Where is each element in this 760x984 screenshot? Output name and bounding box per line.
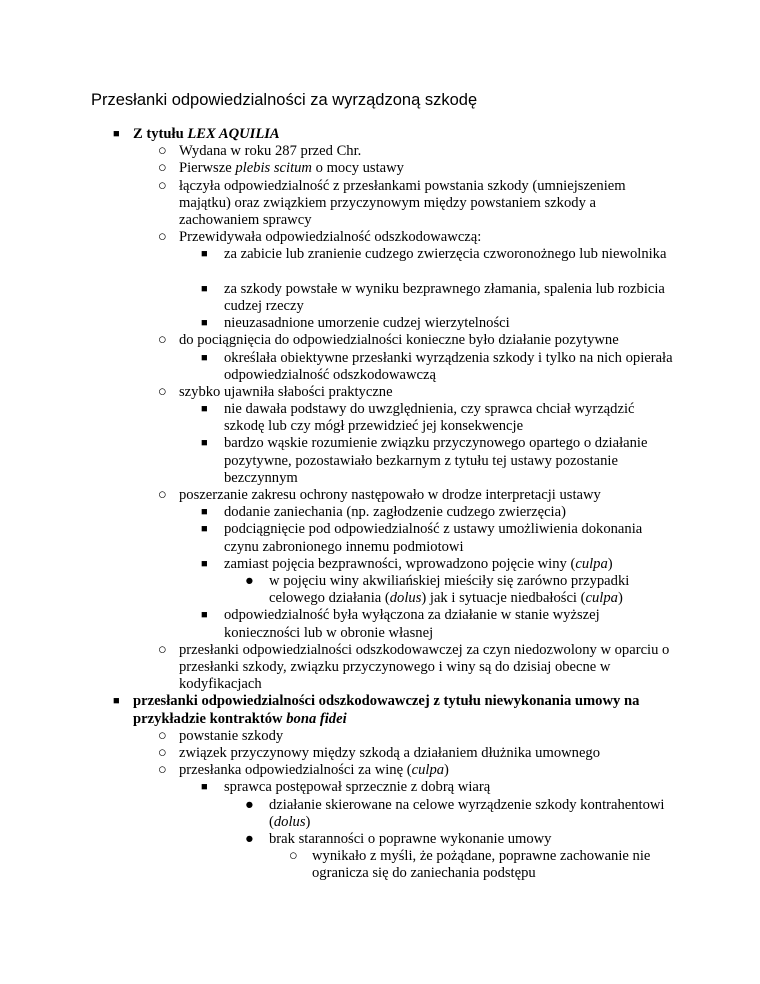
emphasis: dolus (389, 590, 422, 607)
list-item (0, 401, 760, 435)
emphasis: culpa (411, 762, 445, 779)
item-text: nie dawała podstawy do uwzględnienia, czy sprawca chciał wyrządzić szkodę lub czy mógł przewidzieć jej konsekwencje (224, 401, 635, 435)
list-item (0, 384, 760, 401)
circle-bullet: ○ (158, 143, 167, 160)
circle-bullet: ○ (158, 727, 167, 744)
list-item (0, 126, 760, 143)
list-item (0, 350, 760, 384)
list-item (0, 573, 760, 607)
item-text: przesłanki odpowiedzialności odszkodowawczej za czyn niedozwolony w oparciu o przesłanki szkody, związku przyczynowego i winy są do dzisiaj obecne w kodyfikacjach (179, 641, 670, 693)
section-heading: Z tytułu (133, 126, 188, 142)
list-item (0, 556, 760, 573)
item-text: podciągnięcie pod odpowiedzialność z ustawy umożliwienia dokonania czynu zabronionego innemu podmiotowi (224, 521, 643, 555)
emphasis: culpa (585, 590, 618, 607)
item-text: Pierwsze (179, 160, 236, 177)
item-text: szybko ujawniła słabości praktyczne (179, 383, 393, 400)
circle-bullet: ○ (158, 744, 167, 761)
item-text: Przewidywała odpowiedzialność odszkodowawczą: (179, 229, 482, 246)
circle-bullet: ○ (289, 848, 298, 865)
list-item (0, 143, 760, 160)
list-item (0, 728, 760, 745)
item-text: przesłanka odpowiedzialności za winę ( (179, 762, 412, 779)
item-text: wynikało z myśli, że pożądane, poprawne zachowanie nie ogranicza się do zaniechania podstępu (312, 848, 651, 882)
circle-bullet: ○ (158, 229, 167, 246)
list-item (0, 504, 760, 521)
list-item (0, 762, 760, 779)
circle-bullet: ○ (158, 487, 167, 504)
list-item (0, 435, 760, 487)
circle-bullet: ○ (158, 762, 167, 779)
square-bullet: ■ (113, 128, 120, 140)
list-item (0, 281, 760, 315)
page-title: Przesłanki odpowiedzialności za wyrządzoną szkodę (91, 91, 478, 109)
circle-bullet: ○ (158, 160, 167, 177)
square-bullet: ■ (201, 609, 208, 622)
list-item (0, 521, 760, 555)
square-bullet: ■ (201, 351, 208, 364)
square-bullet: ■ (201, 282, 208, 295)
item-text: dodanie zaniechania (np. zagłodzenie cudzego zwierzęcia) (224, 504, 566, 521)
item-text: związek przyczynowy między szkodą a działaniem dłużnika umownego (179, 744, 601, 761)
list-item (0, 642, 760, 694)
item-text: ) (617, 590, 623, 607)
circle-bullet: ○ (158, 177, 167, 194)
item-text: ) (444, 762, 449, 779)
list-item (0, 779, 760, 796)
list-item (0, 848, 760, 882)
item-text: powstanie szkody (179, 727, 284, 744)
item-text: sprawca postępował sprzecznie z dobrą wiarą (224, 779, 491, 796)
square-bullet: ■ (201, 437, 208, 450)
item-text: za szkody powstałe w wyniku bezprawnego złamania, spalenia lub rozbicia cudzej rzeczy (224, 280, 665, 314)
item-text: ) (305, 813, 311, 830)
item-text: za zabicie lub zranienie cudzego zwierzęcia czworonożnego lub niewolnika (224, 246, 667, 263)
item-text: brak staranności o poprawne wykonanie umowy (269, 830, 552, 847)
item-text: nieuzasadnione umorzenie cudzej wierzytelności (224, 315, 510, 332)
item-text: w pojęciu winy akwiliańskiej mieściły się zarówno przypadki celowego działania ( (269, 573, 630, 607)
item-text: odpowiedzialność była wyłączona za działanie w stanie wyższej konieczności lub w obronie własnej (224, 607, 600, 641)
square-bullet: ■ (113, 695, 120, 708)
list-item (0, 315, 760, 332)
document-body (0, 126, 760, 883)
list-item (0, 745, 760, 762)
list-item (0, 178, 760, 230)
emphasis: LEX AQUILIA (187, 126, 280, 142)
square-bullet: ■ (201, 506, 208, 519)
item-text: ) (607, 555, 613, 572)
list-item (0, 487, 760, 504)
list-item (0, 160, 760, 177)
item-text: bardzo wąskie rozumienie związku przyczynowego opartego o działanie pozytywne, pozostawiało bezkarnym z tytułu tej ustawy pozostanie bezczynnym (224, 435, 648, 486)
square-bullet: ■ (201, 248, 208, 261)
list-item (0, 797, 760, 831)
list-item (0, 607, 760, 641)
item-text: określała obiektywne przesłanki wyrządzenia szkody i tylko na nich opierała odpowiedzialność odszkodowawczą (224, 349, 673, 383)
emphasis: culpa (575, 555, 608, 572)
item-text: łączyła odpowiedzialność z przesłankami powstania szkody (umniejszeniem majątku) oraz związkiem przyczynowym między powstaniem szkody a zachowaniem sprawcy (179, 177, 626, 228)
item-text: Wydana w roku 287 przed Chr. (179, 143, 362, 160)
list-item (0, 693, 760, 727)
dot-bullet: ● (245, 830, 254, 847)
item-text: do pociągnięcia do odpowiedzialności konieczne było działanie pozytywne (179, 332, 619, 349)
emphasis: plebis scitum (235, 160, 312, 177)
square-bullet: ■ (201, 781, 208, 794)
item-text: ) jak i sytuacje niedbałości ( (421, 590, 586, 607)
list-item (0, 246, 760, 280)
circle-bullet: ○ (158, 641, 167, 658)
item-text: działanie skierowane na celowe wyrządzenie szkody kontrahentowi ( (269, 796, 665, 830)
square-bullet: ■ (201, 403, 208, 416)
square-bullet: ■ (201, 557, 208, 570)
section-heading: przesłanki odpowiedzialności odszkodowawczej z tytułu niewykonania umowy na przykładzie kontraktów (133, 693, 640, 727)
circle-bullet: ○ (158, 383, 167, 400)
item-text: o mocy ustawy (311, 160, 404, 177)
emphasis: dolus (273, 813, 306, 830)
item-text: poszerzanie zakresu ochrony następowało w drodze interpretacji ustawy (179, 487, 601, 504)
list-item (0, 831, 760, 848)
circle-bullet: ○ (158, 332, 167, 349)
square-bullet: ■ (201, 317, 208, 330)
list-item (0, 229, 760, 246)
square-bullet: ■ (201, 523, 208, 536)
dot-bullet: ● (245, 573, 254, 590)
list-item (0, 332, 760, 349)
item-text: zamiast pojęcia bezprawności, wprowadzono pojęcie winy ( (224, 555, 576, 572)
emphasis: bona fidei (286, 710, 347, 727)
dot-bullet: ● (245, 796, 254, 813)
